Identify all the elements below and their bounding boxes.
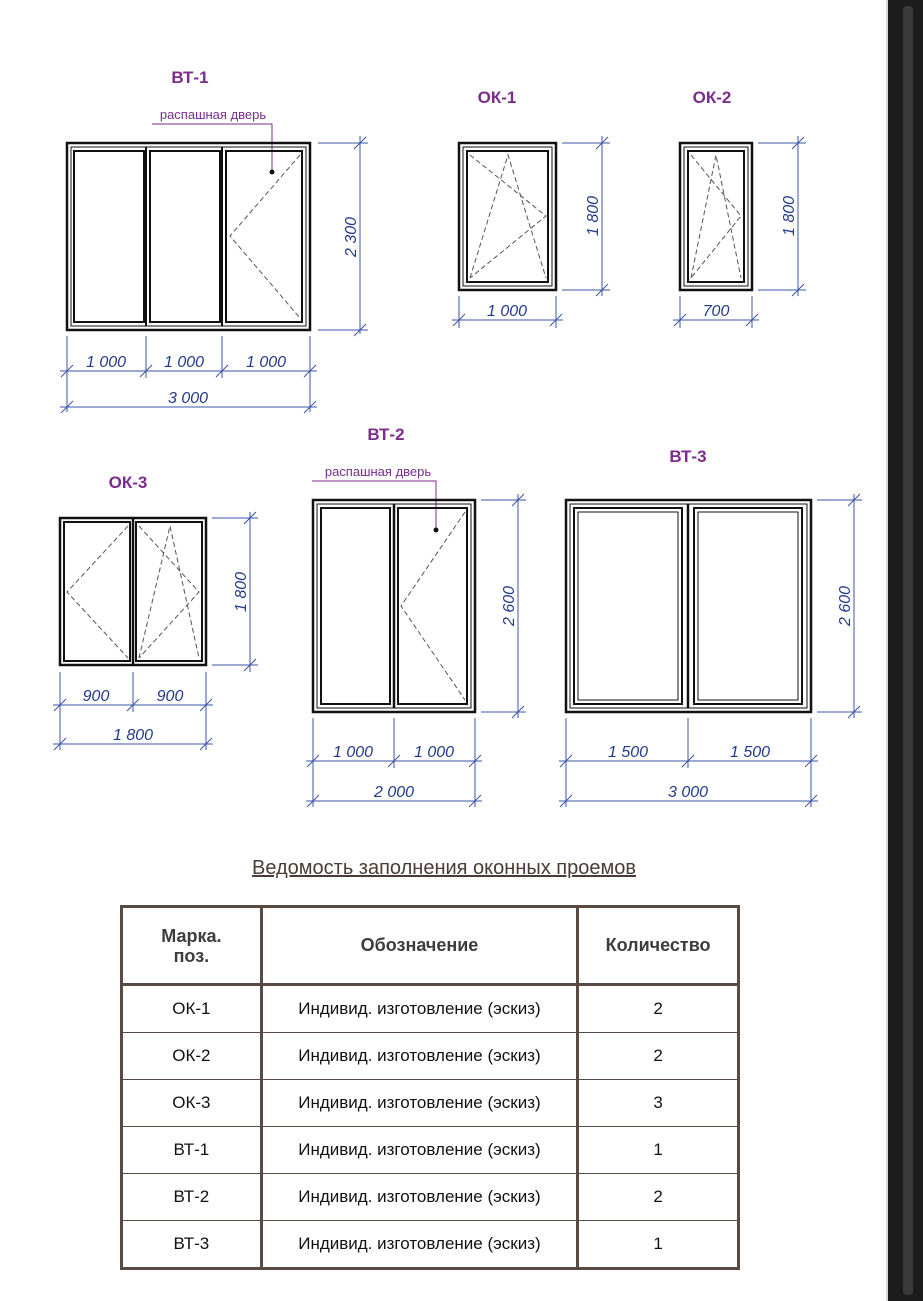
window-ok1	[452, 88, 610, 328]
segment-dimension: 1 000	[245, 354, 287, 371]
window-mark: ВТ-3	[669, 447, 707, 466]
segment-dimension: 900	[82, 688, 110, 705]
window-mark: ВТ-2	[367, 425, 405, 444]
cell-designation: Индивид. изготовление (эскиз)	[261, 1174, 577, 1221]
segment-dimension: 1 000	[413, 744, 455, 761]
window-note: распашная дверь	[159, 107, 267, 122]
cell-designation: Индивид. изготовление (эскиз)	[261, 1127, 577, 1174]
cell-designation: Индивид. изготовление (эскиз)	[261, 1033, 577, 1080]
cell-mark: ОК-2	[122, 1033, 262, 1080]
width-dimension: 700	[702, 303, 730, 320]
width-dimension: 2 000	[373, 784, 415, 801]
header-mark-line2: поз.	[173, 945, 210, 966]
segment-dimension: 900	[156, 688, 184, 705]
window-ok3	[53, 473, 258, 750]
table-row	[122, 1080, 739, 1127]
segment-dimension: 1 000	[332, 744, 374, 761]
scrollbar-thumb[interactable]	[903, 6, 913, 1295]
window-mark: ОК-2	[692, 88, 732, 107]
height-dimension: 1 800	[781, 195, 798, 237]
cell-quantity: 3	[578, 1080, 739, 1127]
table-row	[122, 1221, 739, 1269]
table-row	[122, 1174, 739, 1221]
window-mark: ОК-1	[477, 88, 517, 107]
width-dimension: 3 000	[167, 390, 209, 407]
height-dimension: 1 800	[585, 195, 602, 237]
table-row	[122, 1033, 739, 1080]
cell-designation: Индивид. изготовление (эскиз)	[261, 1221, 577, 1269]
width-dimension: 1 000	[486, 303, 528, 320]
window-vt3	[559, 447, 862, 807]
width-dimension: 1 800	[112, 727, 154, 744]
cell-quantity: 2	[578, 985, 739, 1033]
note-leader	[152, 124, 272, 172]
schedule-title: Ведомость заполнения оконных проемов	[251, 857, 636, 879]
window-ok2	[673, 88, 806, 328]
height-dimension: 2 600	[501, 585, 518, 627]
cell-mark: ОК-3	[122, 1080, 262, 1127]
segment-dimension: 1 500	[729, 744, 771, 761]
width-dimension: 3 000	[667, 784, 709, 801]
header-mark-line1: Марка.	[161, 925, 222, 946]
cell-designation: Индивид. изготовление (эскиз)	[261, 985, 577, 1033]
header-mark	[122, 907, 262, 985]
cell-mark: ВТ-3	[122, 1221, 262, 1269]
header-designation: Обозначение	[261, 907, 577, 985]
cell-mark: ОК-1	[122, 985, 262, 1033]
note-leader	[312, 481, 436, 530]
window-vt1	[60, 68, 368, 413]
table-row	[122, 985, 739, 1033]
cell-designation: Индивид. изготовление (эскиз)	[261, 1080, 577, 1127]
cell-mark: ВТ-1	[122, 1127, 262, 1174]
window-mark: ОК-3	[108, 473, 148, 492]
leader-dot	[434, 528, 439, 533]
segment-dimension: 1 000	[163, 354, 205, 371]
cell-mark: ВТ-2	[122, 1174, 262, 1221]
height-dimension: 1 800	[233, 571, 250, 613]
window-vt2	[306, 425, 526, 807]
window-schedule-table	[120, 905, 740, 1270]
segment-dimension: 1 500	[607, 744, 649, 761]
cell-quantity: 2	[578, 1033, 739, 1080]
header-quantity: Количество	[578, 907, 739, 985]
height-dimension: 2 300	[343, 216, 360, 258]
window-note: распашная дверь	[324, 464, 432, 479]
cell-quantity: 1	[578, 1127, 739, 1174]
cell-quantity: 2	[578, 1174, 739, 1221]
leader-dot	[270, 170, 275, 175]
table-row	[122, 1127, 739, 1174]
cell-quantity: 1	[578, 1221, 739, 1269]
table-header-row	[122, 907, 739, 985]
segment-dimension: 1 000	[85, 354, 127, 371]
height-dimension: 2 600	[837, 585, 854, 627]
window-mark: ВТ-1	[171, 68, 209, 87]
